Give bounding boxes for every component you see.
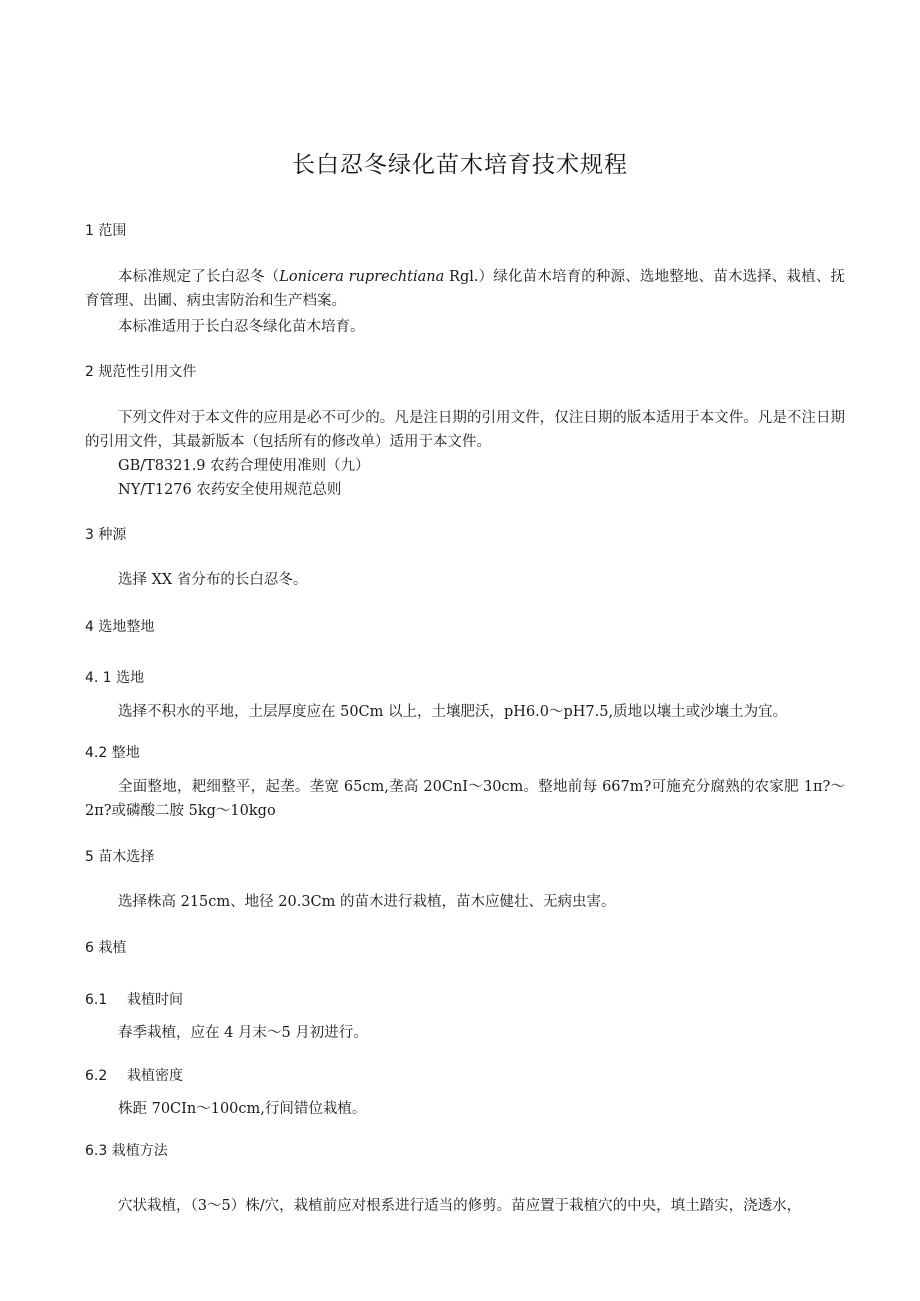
section-heading-scope: 1 范围 <box>85 223 127 239</box>
reference-item: GB/T8321.9 农药合理使用准则（九） <box>118 458 370 474</box>
seed-source-paragraph: 选择 XX 省分布的长白忍冬。 <box>118 572 308 588</box>
subsection-heading-planting-density <box>85 1066 183 1086</box>
scope-paragraph <box>85 265 845 313</box>
planting-method-paragraph: 穴状栽植，（3～5）株/穴，栽植前应对根系进行适当的修剪。苗应置于栽植穴的中央，填土踏实，浇透水， <box>118 1198 802 1214</box>
site-selection-paragraph: 选择不积水的平地，土层厚度应在 50Cm 以上，土壤肥沃，pH6.0～pH7.5,质地以壤土或沙壤土为宜。 <box>118 704 788 720</box>
scope-applicability: 本标准适用于长白忍冬绿化苗木培育。 <box>118 319 365 335</box>
subsection-number: 6.2 <box>85 1068 108 1084</box>
subsection-title: 栽植密度 <box>127 1068 183 1084</box>
subsection-heading-site-selection: 4. 1 选地 <box>85 670 145 686</box>
section-heading-references: 2 规范性引用文件 <box>85 364 197 380</box>
subsection-number: 6.1 <box>85 992 108 1008</box>
subsection-title: 栽植时间 <box>127 992 183 1008</box>
latin-name: Lonicera ruprechtiana <box>279 269 445 285</box>
subsection-heading-land-prep: 4.2 整地 <box>85 745 140 761</box>
subsection-heading-planting-method: 6.3 栽植方法 <box>85 1143 168 1159</box>
seedling-selection-paragraph: 选择株高 215cm、地径 20.3Cm 的苗木进行栽植，苗木应健壮、无病虫害。 <box>118 894 616 910</box>
section-heading-planting: 6 栽植 <box>85 940 127 956</box>
planting-density-paragraph: 株距 70CIn～100cm,行间错位栽植。 <box>118 1101 367 1117</box>
land-prep-paragraph: 全面整地，耙细整平，起垄。垄宽 65cm,垄高 20CnI～30cm。整地前每 667m?可施充分腐熟的农家肥 1π?～2π?或磷酸二胺 5kg～10kgo <box>85 779 845 819</box>
subsection-heading-planting-time <box>85 990 183 1010</box>
section-heading-site: 4 选地整地 <box>85 619 155 635</box>
section-heading-seedling-selection: 5 苗木选择 <box>85 849 155 865</box>
section-heading-seed-source: 3 种源 <box>85 527 127 543</box>
references-paragraph: 下列文件对于本文件的应用是必不可少的。凡是注日期的引用文件，仅注日期的版本适用于本文件。凡是不注日期的引用文件，其最新版本（包括所有的修改单）适用于本文件。 <box>85 410 845 450</box>
reference-item: NY/T1276 农药安全使用规范总则 <box>118 482 342 498</box>
document-title: 长白忍冬绿化苗木培育技术规程 <box>292 152 628 178</box>
planting-time-paragraph: 春季栽植，应在 4 月末～5 月初进行。 <box>118 1025 368 1041</box>
scope-text-start: 本标准规定了长白忍冬（ <box>118 269 280 285</box>
scope-text-end: Rgl.）绿化苗木培育的种源、选地整地、苗木选择、栽植、抚育管理、出圃、病虫害防治和生产档案。 <box>85 269 845 309</box>
